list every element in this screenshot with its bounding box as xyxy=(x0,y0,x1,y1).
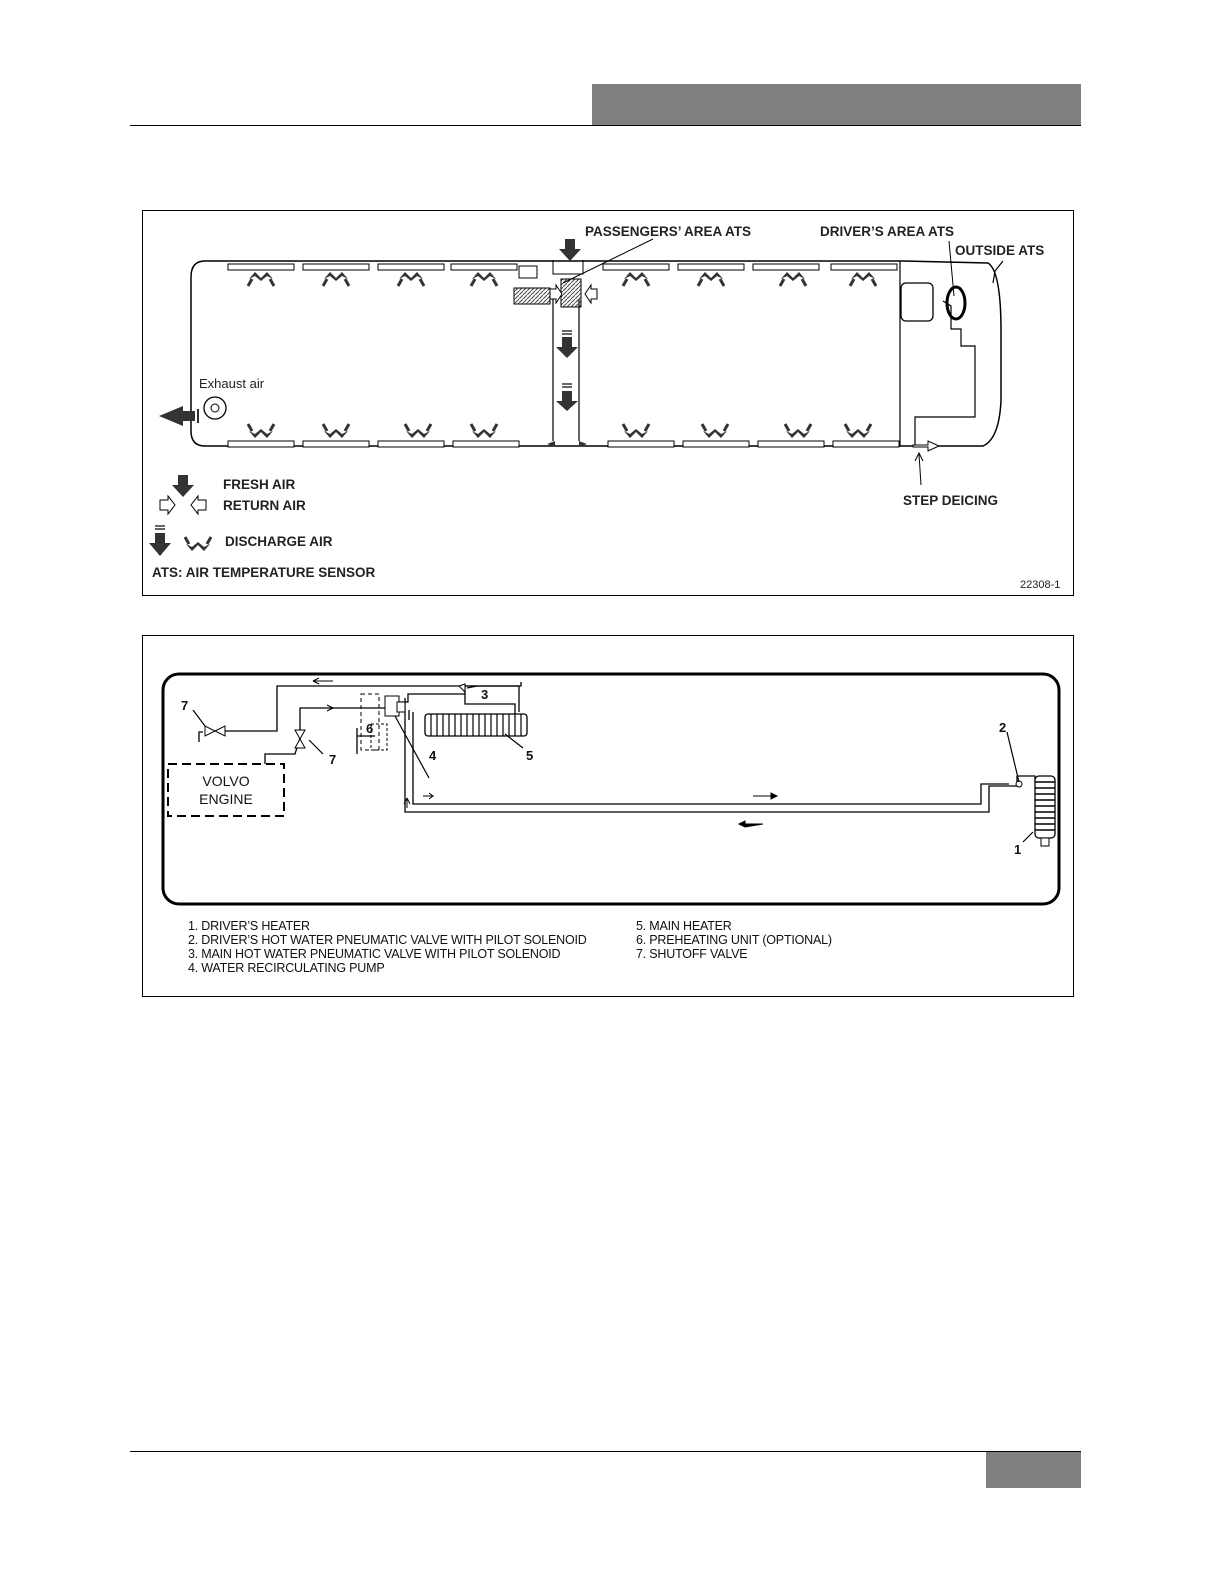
legend-item-3: 3. MAIN HOT WATER PNEUMATIC VALVE WITH PILOT SOLENOID xyxy=(188,947,561,961)
airflow-figure xyxy=(142,210,1074,596)
callout-5: 5 xyxy=(526,748,534,763)
discharge-air-legend: DISCHARGE AIR xyxy=(225,534,333,549)
callout-4: 4 xyxy=(429,748,437,763)
callout-6: 6 xyxy=(366,721,374,736)
step-deicing-label: STEP DEICING xyxy=(903,493,999,508)
callout-7-left: 7 xyxy=(181,698,189,713)
figure-id: 22308-1 xyxy=(1020,579,1061,591)
callout-2: 2 xyxy=(999,720,1007,735)
legend-item-7: 7. SHUTOFF VALVE xyxy=(636,947,748,961)
engine-label-line2: ENGINE xyxy=(199,791,253,807)
passengers-ats-label: PASSENGERS’ AREA ATS xyxy=(585,224,752,239)
legend-item-2: 2. DRIVER’S HOT WATER PNEUMATIC VALVE WITH PILOT SOLENOID xyxy=(188,933,587,947)
exhaust-air-label: Exhaust air xyxy=(199,376,265,391)
legend-item-6: 6. PREHEATING UNIT (OPTIONAL) xyxy=(636,933,832,947)
header-bar xyxy=(592,84,1081,126)
drivers-ats-label: DRIVER’S AREA ATS xyxy=(820,224,955,239)
ats-note: ATS: AIR TEMPERATURE SENSOR xyxy=(152,565,376,580)
heating-figure xyxy=(142,635,1074,997)
legend-item-1: 1. DRIVER’S HEATER xyxy=(188,919,310,933)
header-rule xyxy=(130,125,1081,126)
legend-item-5: 5. MAIN HEATER xyxy=(636,919,732,933)
footer-page-box xyxy=(986,1452,1081,1488)
return-air-legend: RETURN AIR xyxy=(223,498,306,513)
fresh-air-legend: FRESH AIR xyxy=(223,477,296,492)
outside-ats-label: OUTSIDE ATS xyxy=(955,243,1045,258)
callout-7-right: 7 xyxy=(329,752,337,767)
legend-item-4: 4. WATER RECIRCULATING PUMP xyxy=(188,961,385,975)
callout-3: 3 xyxy=(481,687,489,702)
callout-1: 1 xyxy=(1014,842,1022,857)
engine-label-line1: VOLVO xyxy=(202,773,250,789)
footer-rule xyxy=(130,1451,1081,1452)
